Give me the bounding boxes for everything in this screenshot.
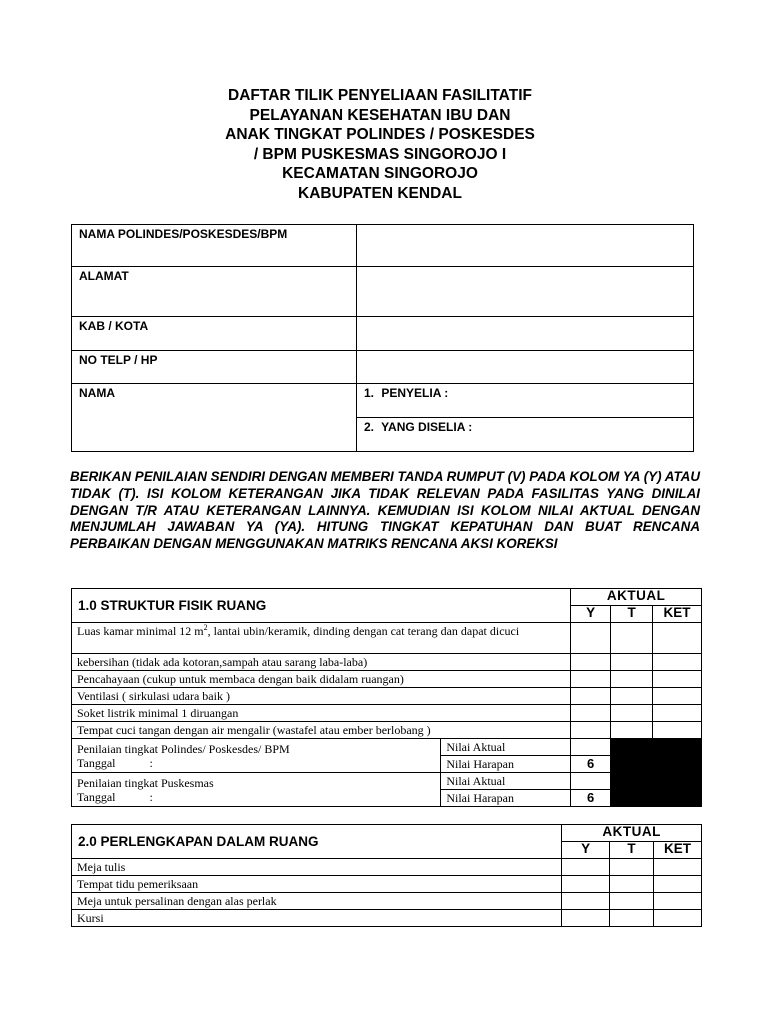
penilaian-polindes-cell [72, 739, 441, 773]
title-line: ANAK TINGKAT POLINDES / POSKESDES [225, 126, 535, 143]
nilai-aktual-value[interactable] [571, 739, 611, 756]
nilai-harapan-value: 6 [571, 756, 611, 773]
identity-table [71, 224, 694, 452]
check-y-cell[interactable] [571, 671, 611, 688]
alamat-field[interactable] [357, 267, 694, 317]
instructions-text: BERIKAN PENILAIAN SENDIRI DENGAN MEMBERI TANDA RUMPUT (V) PADA KOLOM YA (Y) ATAU TIDAK (T). ISI KOLOM KETERANGAN JIKA TIDAK RELEVAN PADA FASILITAS YANG DINILAI DENGAN T/R ATAU KETERANGAN LAINNYA. KEMUDIAN ISI KOLOM NILAI AKTUAL DENGAN MENJUMLAH JAWABAN YA (YA). HITUNG TINGKAT KEPATUHAN DAN BUAT RENCANA PERBAIKAN DENGAN MENGGUNAKAN MATRIKS RENCANA AKSI KOREKSI [70, 469, 700, 552]
check-y-cell[interactable] [571, 623, 611, 654]
penilaian-puskesmas-cell [72, 773, 441, 807]
nilai-aktual-label: Nilai Aktual [441, 739, 571, 756]
tanggal-colon: : [149, 789, 153, 804]
column-t: T [611, 606, 653, 623]
check-t-cell[interactable] [611, 671, 653, 688]
penyelia-label: PENYELIA : [381, 386, 449, 400]
check-y-cell[interactable] [562, 910, 610, 927]
column-t: T [610, 842, 654, 859]
check-y-cell[interactable] [571, 688, 611, 705]
nama-label: NAMA [72, 384, 357, 452]
ket-cell[interactable] [654, 859, 702, 876]
check-t-cell[interactable] [610, 893, 654, 910]
nilai-harapan-label: Nilai Harapan [441, 756, 571, 773]
checklist-item: Pencahayaan (cukup untuk membaca dengan baik didalam ruangan) [72, 671, 571, 688]
section-1-heading: 1.0 STRUKTUR FISIK RUANG [72, 589, 571, 623]
check-t-cell[interactable] [611, 654, 653, 671]
aktual-header: AKTUAL [562, 825, 702, 842]
alamat-label: ALAMAT [72, 267, 357, 317]
title-line: KABUPATEN KENDAL [298, 184, 462, 202]
check-t-cell[interactable] [610, 859, 654, 876]
checklist-item: Tempat cuci tangan dengan air mengalir (wastafel atau ember berlobang ) [72, 722, 571, 739]
ket-cell[interactable] [653, 688, 702, 705]
no-telp-field[interactable] [357, 351, 694, 384]
penilaian-puskesmas-label: Penilaian tingkat Puskesmas [77, 775, 214, 790]
penilaian-polindes-label: Penilaian tingkat Polindes/ Poskesdes/ BPM [77, 741, 290, 756]
checklist-item: Meja tulis [72, 859, 562, 876]
ket-cell[interactable] [654, 876, 702, 893]
ket-cell[interactable] [653, 671, 702, 688]
section-1-table [71, 588, 702, 807]
kab-kota-field[interactable] [357, 317, 694, 351]
penyelia-field[interactable] [357, 384, 694, 418]
check-y-cell[interactable] [571, 722, 611, 739]
column-y: Y [562, 842, 610, 859]
document-title [150, 86, 610, 203]
aktual-header: AKTUAL [571, 589, 702, 606]
shaded-cell [611, 739, 653, 773]
ket-cell[interactable] [653, 722, 702, 739]
ket-cell[interactable] [653, 705, 702, 722]
ket-cell[interactable] [654, 893, 702, 910]
checklist-item: Luas kamar minimal 12 $m^2$, lantai ubin/keramik, dinding dengan cat terang dan dapat dicuci [72, 623, 571, 654]
ket-cell[interactable] [653, 623, 702, 654]
tanggal-label: Tanggal [77, 755, 116, 770]
tanggal-label: Tanggal [77, 789, 116, 804]
check-t-cell[interactable] [611, 623, 653, 654]
disilia-field[interactable] [357, 418, 694, 452]
check-y-cell[interactable] [571, 654, 611, 671]
column-ket: KET [654, 842, 702, 859]
nama-polindes-label: NAMA POLINDES/POSKESDES/BPM [72, 225, 357, 267]
checklist-item: Ventilasi ( sirkulasi udara baik ) [72, 688, 571, 705]
check-t-cell[interactable] [611, 705, 653, 722]
title-line: / BPM PUSKESMAS SINGOROJO I [253, 145, 507, 163]
title-line: PELAYANAN KESEHATAN IBU DAN [249, 106, 511, 124]
penyelia-number: 1. [364, 386, 375, 400]
nilai-harapan-value: 6 [571, 790, 611, 807]
check-t-cell[interactable] [610, 876, 654, 893]
shaded-cell [653, 773, 702, 807]
title-line: DAFTAR TILIK PENYELIAAN FASILITATIF [228, 87, 532, 104]
section-2-heading: 2.0 PERLENGKAPAN DALAM RUANG [72, 825, 562, 859]
column-y: Y [571, 606, 611, 623]
checklist-item: Meja untuk persalinan dengan alas perlak [72, 893, 562, 910]
nama-polindes-field[interactable] [357, 225, 694, 267]
check-y-cell[interactable] [562, 893, 610, 910]
ket-cell[interactable] [653, 654, 702, 671]
check-t-cell[interactable] [611, 722, 653, 739]
ket-cell[interactable] [654, 910, 702, 927]
nilai-aktual-label: Nilai Aktual [441, 773, 571, 790]
kab-kota-label: KAB / KOTA [72, 317, 357, 351]
check-y-cell[interactable] [562, 876, 610, 893]
checklist-item: Tempat tidu pemeriksaan [72, 876, 562, 893]
checklist-item: Kursi [72, 910, 562, 927]
tanggal-colon: : [149, 755, 153, 770]
checklist-item: kebersihan (tidak ada kotoran,sampah atau sarang laba-laba) [72, 654, 571, 671]
no-telp-label: NO TELP / HP [72, 351, 357, 384]
checklist-item: Soket listrik minimal 1 diruangan [72, 705, 571, 722]
disilia-label: YANG DISELIA : [381, 420, 473, 434]
shaded-cell [653, 739, 702, 773]
section-2-table [71, 824, 702, 927]
check-y-cell[interactable] [571, 705, 611, 722]
check-y-cell[interactable] [562, 859, 610, 876]
disilia-number: 2. [364, 420, 375, 434]
check-t-cell[interactable] [610, 910, 654, 927]
check-t-cell[interactable] [611, 688, 653, 705]
column-ket: KET [653, 606, 702, 623]
nilai-aktual-value[interactable] [571, 773, 611, 790]
shaded-cell [611, 773, 653, 807]
nilai-harapan-label: Nilai Harapan [441, 790, 571, 807]
title-line: KECAMATAN SINGOROJO [282, 165, 478, 182]
